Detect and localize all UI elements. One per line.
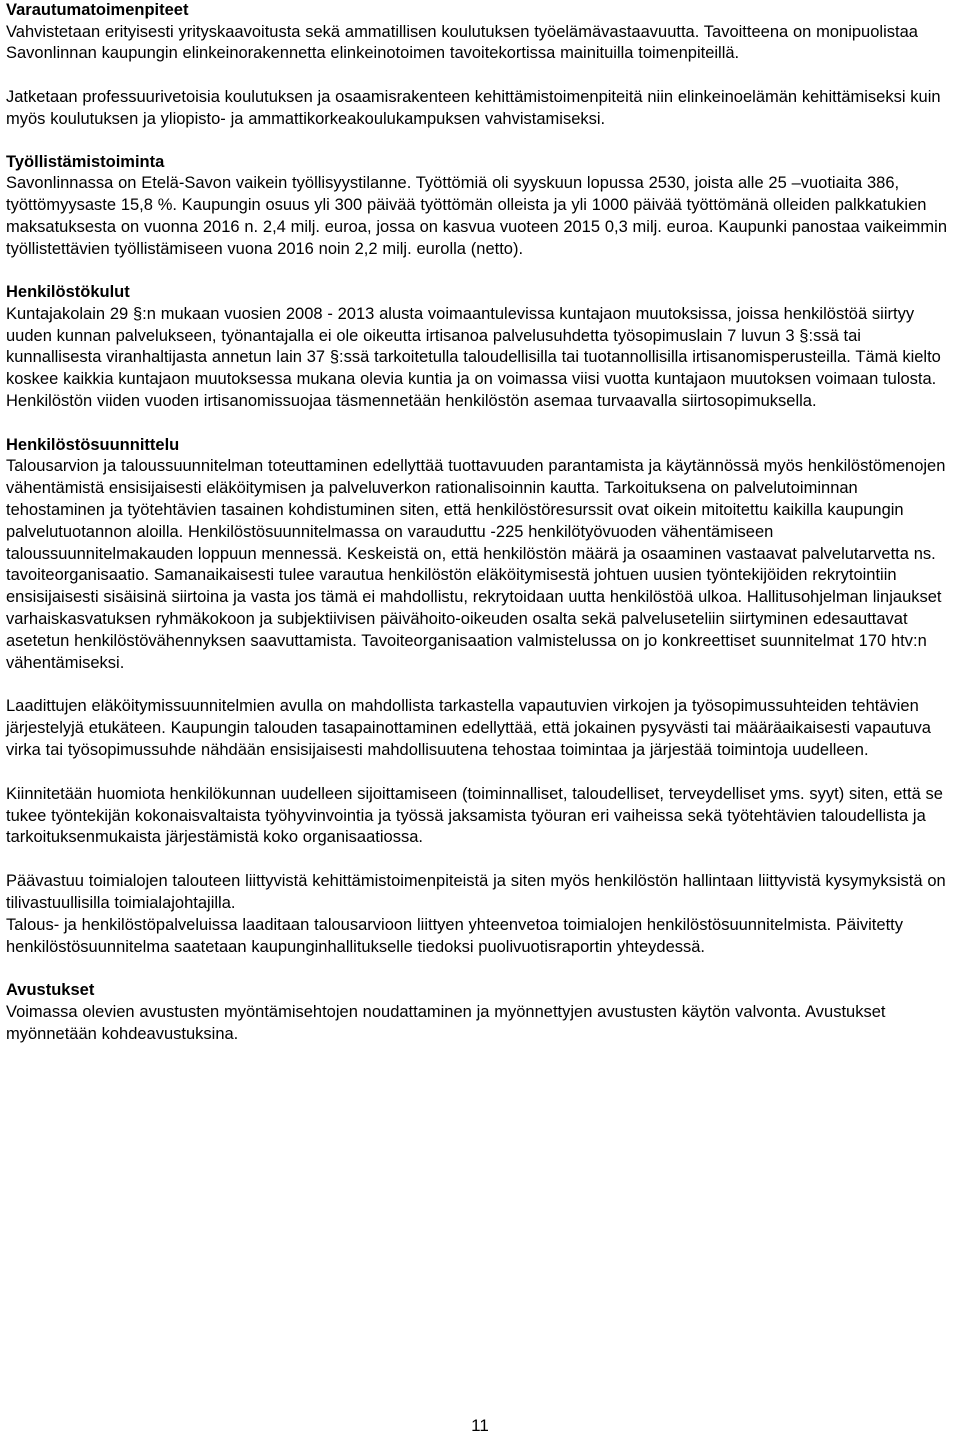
paragraph: Talousarvion ja taloussuunnitelman toteuttaminen edellyttää tuottavuuden parantamista ja käytännössä myös henkilöstömenojen vähentämistä ensisijaisesti eläköitymisen ja palveluverkon rationalisoinnin kautta. Tarkoituksena on palvelutoiminnan tehostaminen ja työtehtävien tasainen kohdistuminen siten, että henkilöstöresurssit ovat oikein mitoitettu kaikilla kaupungin palvelutuotannon aloilla. Henkilöstösuunnitelmassa on varauduttu -225 henkilötyövuoden vähentämiseen taloussuunnitelmakauden loppuun mennessä. Keskeistä on, että henkilöstön määrä ja osaaminen vastaavat palvelutarvetta ns. tavoiteorganisaatio. Samanaikaisesti tulee varautua henkilöstön eläköitymisestä johtuen uusien työntekijöiden rekrytointiin ensisijaisesti sisäisinä siirtoina ja vasta jos tämä ei mahdollistu, rekrytoidaan uutta henkilöstöä ulkoa. Hallitusohjelman linjaukset varhaiskasvatuksen ryhmäkokoon ja subjektiivisen päivähoito-oikeuden osalta sekä palveluseteliin siirtyminen edesauttavat asetetun henkilöstövähennyksen saavuttamista. Tavoiteorganisaation valmistelussa on jo konkreettiset suunnitelmat 170 htv:n vähentämiseksi. <box>6 457 946 672</box>
paragraph: Laadittujen eläköitymissuunnitelmien avulla on mahdollista tarkastella vapautuvien virkojen ja työsopimussuhteiden tehtävien järjestelyjä etukäteen. Kaupungin talouden tasapainottaminen edellyttää, että jokainen pysyvästi tai määräaikaisesti vapautuva virka tai työsopimussuhde nähdään ensisijaisesti mahdollisuutena tehostaa toimintaa ja järjestää toimintoja uudelleen. <box>6 697 931 759</box>
document-page <box>6 0 956 1045</box>
paragraph: Vahvistetaan erityisesti yrityskaavoitusta sekä ammatillisen koulutuksen työelämävastaavuutta. Tavoitteena on monipuolistaa Savonlinnan kaupungin elinkeinorakennetta elinkeinotoimen tavoitekortissa mainituilla toimenpiteillä. <box>6 22 918 63</box>
section-heading: Työllistämistoiminta <box>6 152 165 171</box>
section-varautumatoimenpiteet <box>6 0 956 131</box>
paragraph: Savonlinnassa on Etelä-Savon vaikein työllisyystilanne. Työttömiä oli syyskuun lopussa 2530, joista alle 25 –vuotiaita 386, työttömyysaste 15,8 %. Kaupungin osuus yli 300 päivää työttömän olleista ja yli 1000 päivää työttömänä olleiden palkkatukien maksatuksesta on vuonna 2016 n. 2,4 milj. euroa, jossa on kasvua vuoteen 2015 0,3 milj. euroa. Kaupunki panostaa vaikeimmin työllistettävien työllistämiseen vuona 2016 noin 2,2 milj. eurolla (netto). <box>6 174 947 258</box>
paragraph: Talous- ja henkilöstöpalveluissa laaditaan talousarvioon liittyen yhteenvetoa toimialojen henkilöstösuunnitelmista. Päivitetty henkilöstösuunnitelma saatetaan kaupunginhallitukselle tiedoksi puolivuotisraportin yhteydessä. <box>6 915 903 956</box>
paragraph: Kuntajakolain 29 §:n mukaan vuosien 2008 - 2013 alusta voimaantulevissa kuntajaon muutoksissa, joissa henkilöstöä siirtyy uuden kunnan palvelukseen, työnantajalla ei ole oikeutta irtisanoa palvelusuhdetta työsopimuslain 7 luvun 3 §:ssä tai kunnallisesta viranhaltijasta annetun lain 37 §:ssä tarkoitetulla taloudellisilla tai tuotannollisilla irtisanomisperusteilla. Tämä kielto koskee kaikkia kuntajaon muutoksessa mukana olevia kuntia ja on voimassa viisi vuotta kuntajaon muutoksen voimaan tulosta. Henkilöstön viiden vuoden irtisanomissuojaa täsmennetään henkilöstön asemaa turvaavalla siirtosopimuksella. <box>6 304 941 411</box>
section-henkilostokulut <box>6 282 956 412</box>
section-henkilostosuunnittelu <box>6 435 956 958</box>
section-heading: Henkilöstökulut <box>6 283 130 302</box>
section-tyollistamistoiminta <box>6 152 956 261</box>
paragraph: Kiinnitetään huomiota henkilökunnan uudelleen sijoittamiseen (toiminnalliset, taloudelliset, terveydelliset yms. syyt) siten, että se tukee työntekijän kokonaisvaltaista työhyvinvointia ja työssä jaksamista työuran eri vaiheissa sekä työtehtävien taloudellista ja tarkoituksenmukaista järjestämistä koko organisaatiossa. <box>6 784 943 847</box>
section-heading: Henkilöstösuunnittelu <box>6 435 180 454</box>
section-heading: Avustukset <box>6 981 95 1000</box>
page-number: 11 <box>471 1416 489 1435</box>
section-avustukset <box>6 980 956 1045</box>
paragraph: Jatketaan professuurivetoisia koulutuksen ja osaamisrakenteen kehittämistoimenpiteitä niin elinkeinoelämän kehittämiseksi kuin myös koulutuksen ja yliopisto- ja ammattikorkeakoulukampuksen vahvistamiseksi. <box>6 88 941 128</box>
paragraph: Voimassa olevien avustusten myöntämisehtojen noudattaminen ja myönnettyjen avustusten käytön valvonta. Avustukset myönnetään kohdeavustuksina. <box>6 1002 886 1043</box>
paragraph: Päävastuu toimialojen talouteen liittyvistä kehittämistoimenpiteistä ja siten myös henkilöstön hallintaan liittyvistä kysymyksistä on tilivastuullisilla toimialajohtajilla. <box>6 872 946 912</box>
section-heading: Varautumatoimenpiteet <box>6 1 189 19</box>
